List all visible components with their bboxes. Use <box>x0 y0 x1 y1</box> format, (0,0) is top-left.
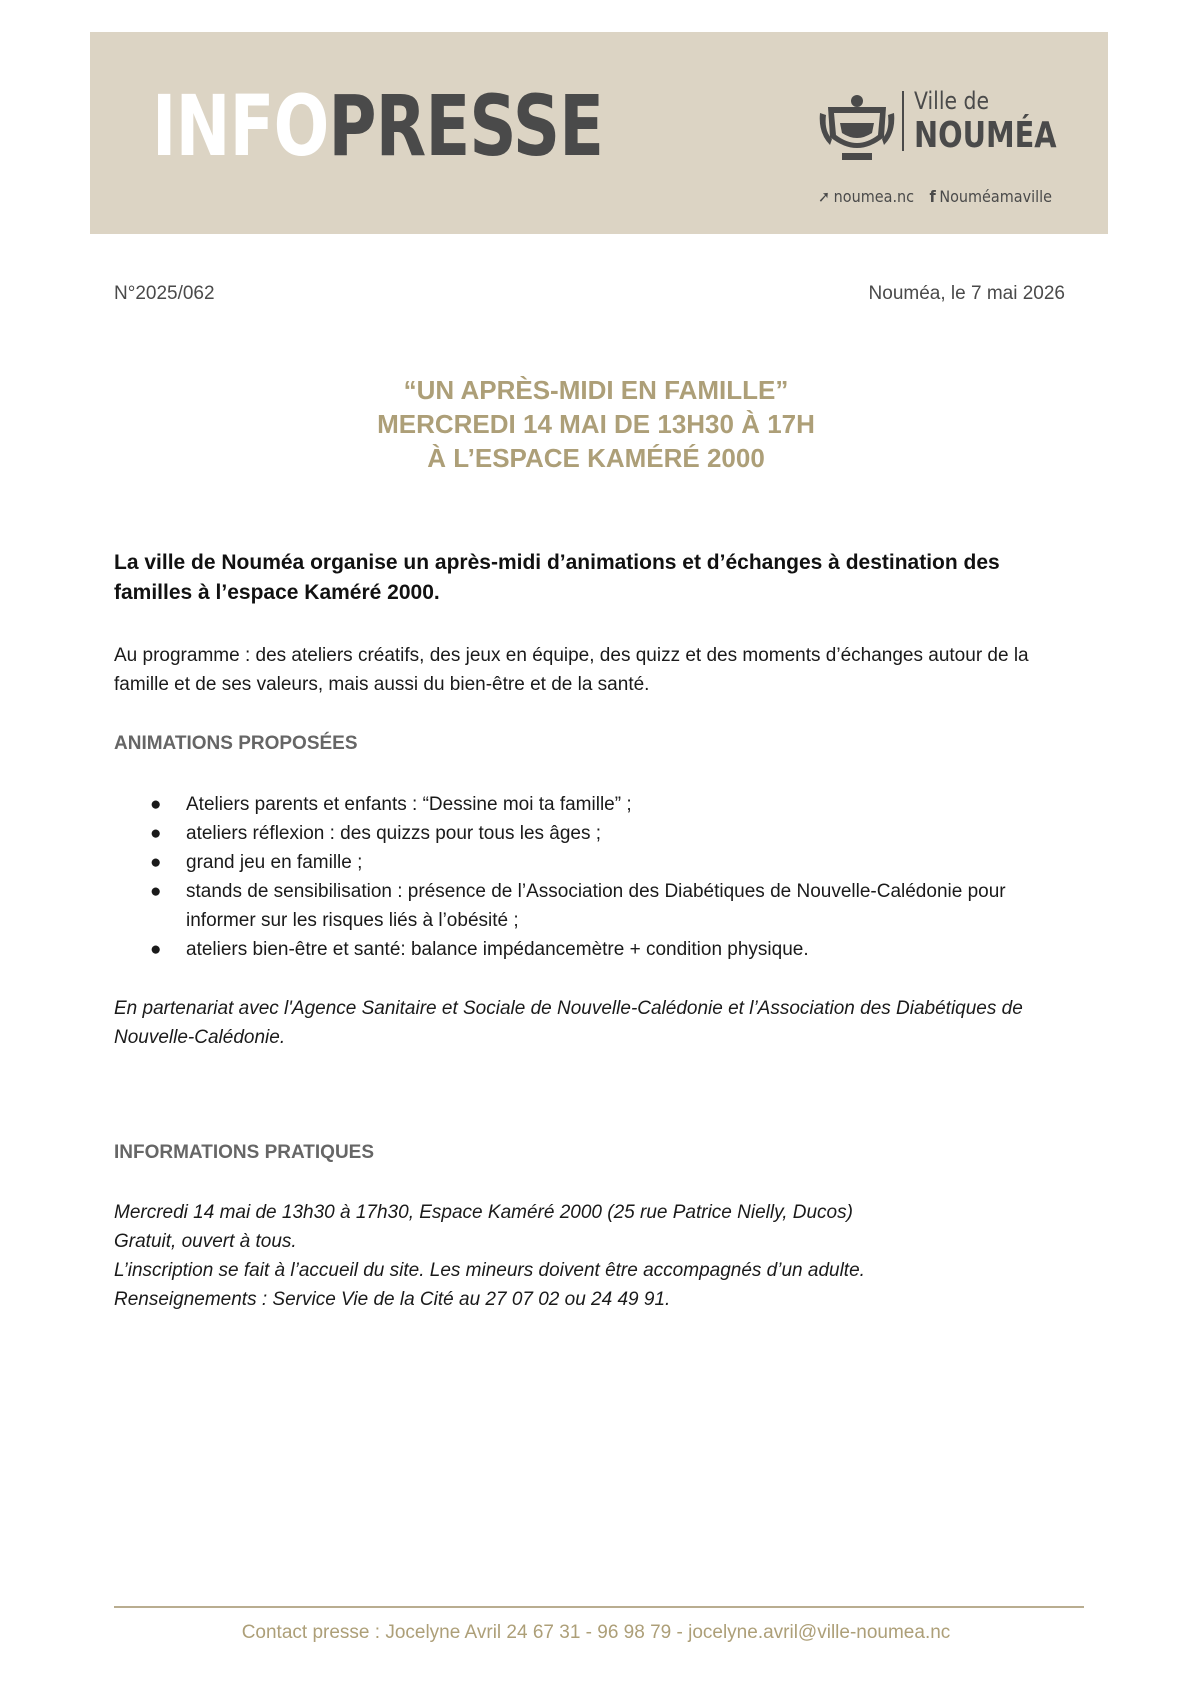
facebook-link[interactable]: Nouméamaville <box>939 187 1052 206</box>
partnership-note: En partenariat avec l'Agence Sanitaire et Sociale de Nouvelle-Calédonie et l’Association des Diabétiques de Nouvelle-Calédonie. <box>114 998 1023 1048</box>
list-item: ● stands de sensibilisation : présence de l’Association des Diabétiques de Nouvelle-Calédonie pour informer sur les risques liés à l’obésité ; <box>114 877 1014 935</box>
brand-ville-de: Ville de <box>914 87 990 115</box>
logo-presse-text: PRESSE <box>328 77 604 175</box>
list-item: ● Ateliers parents et enfants : “Dessine moi ta famille” ; <box>114 790 1014 819</box>
list-item: ● grand jeu en famille ; <box>114 848 1014 877</box>
info-line: Renseignements : Service Vie de la Cité au 27 07 02 ou 24 49 91. <box>114 1289 671 1310</box>
program-paragraph: Au programme : des ateliers créatifs, des jeux en équipe, des quizz et des moments d’échanges autour de la famille et de ses valeurs, mais aussi du bien-être et de la santé. <box>114 645 1029 695</box>
facebook-icon: f <box>929 187 936 206</box>
bullet-icon: ● <box>150 823 162 844</box>
press-reference-number: N°2025/062 <box>114 283 215 304</box>
infopresse-logo <box>152 77 604 175</box>
info-line: L’inscription se fait à l’accueil du site. Les mineurs doivent être accompagnés d’un adulte. <box>114 1260 865 1281</box>
page-title <box>0 373 1192 475</box>
practical-info <box>114 1198 1074 1314</box>
ville-noumea-logo <box>818 87 1078 212</box>
arrow-icon: ➚ <box>818 187 831 206</box>
bullet-icon: ● <box>150 852 162 873</box>
footer-divider <box>114 1606 1084 1608</box>
title-line-3: À L’ESPACE KAMÉRÉ 2000 <box>427 443 765 473</box>
list-item: ● ateliers réflexion : des quizzs pour tous les âges ; <box>114 819 1014 848</box>
bullet-icon: ● <box>150 881 162 902</box>
list-item: ● ateliers bien-être et santé: balance impédancemètre + condition physique. <box>114 935 1014 964</box>
info-line: Gratuit, ouvert à tous. <box>114 1231 297 1252</box>
press-date: Nouméa, le 7 mai 2026 <box>868 283 1065 304</box>
press-contact: Contact presse : Jocelyne Avril 24 67 31 - 96 98 79 - jocelyne.avril@ville-noumea.nc <box>241 1622 951 1643</box>
bullet-icon: ● <box>150 939 162 960</box>
animations-list <box>114 790 1014 964</box>
title-line-2: MERCREDI 14 MAI DE 13H30 À 17H <box>377 409 815 439</box>
animations-heading: ANIMATIONS PROPOSÉES <box>114 733 358 754</box>
social-links <box>818 187 1056 206</box>
logo-info-text: INFO <box>152 77 329 175</box>
info-heading: INFORMATIONS PRATIQUES <box>114 1142 375 1163</box>
lead-paragraph: La ville de Nouméa organise un après-midi d’animations et d’échanges à destination des familles à l’espace Kaméré 2000. <box>114 551 1000 604</box>
bullet-icon: ● <box>150 794 162 815</box>
header-banner <box>90 32 1108 234</box>
city-crest-icon <box>818 93 896 163</box>
title-line-1: “UN APRÈS-MIDI EN FAMILLE” <box>403 375 789 405</box>
info-line: Mercredi 14 mai de 13h30 à 17h30, Espace Kaméré 2000 (25 rue Patrice Nielly, Ducos) <box>114 1202 853 1223</box>
brand-noumea: NOUMÉA <box>914 115 1057 156</box>
website-link[interactable]: noumea.nc <box>833 187 915 206</box>
brand-separator <box>902 91 904 151</box>
